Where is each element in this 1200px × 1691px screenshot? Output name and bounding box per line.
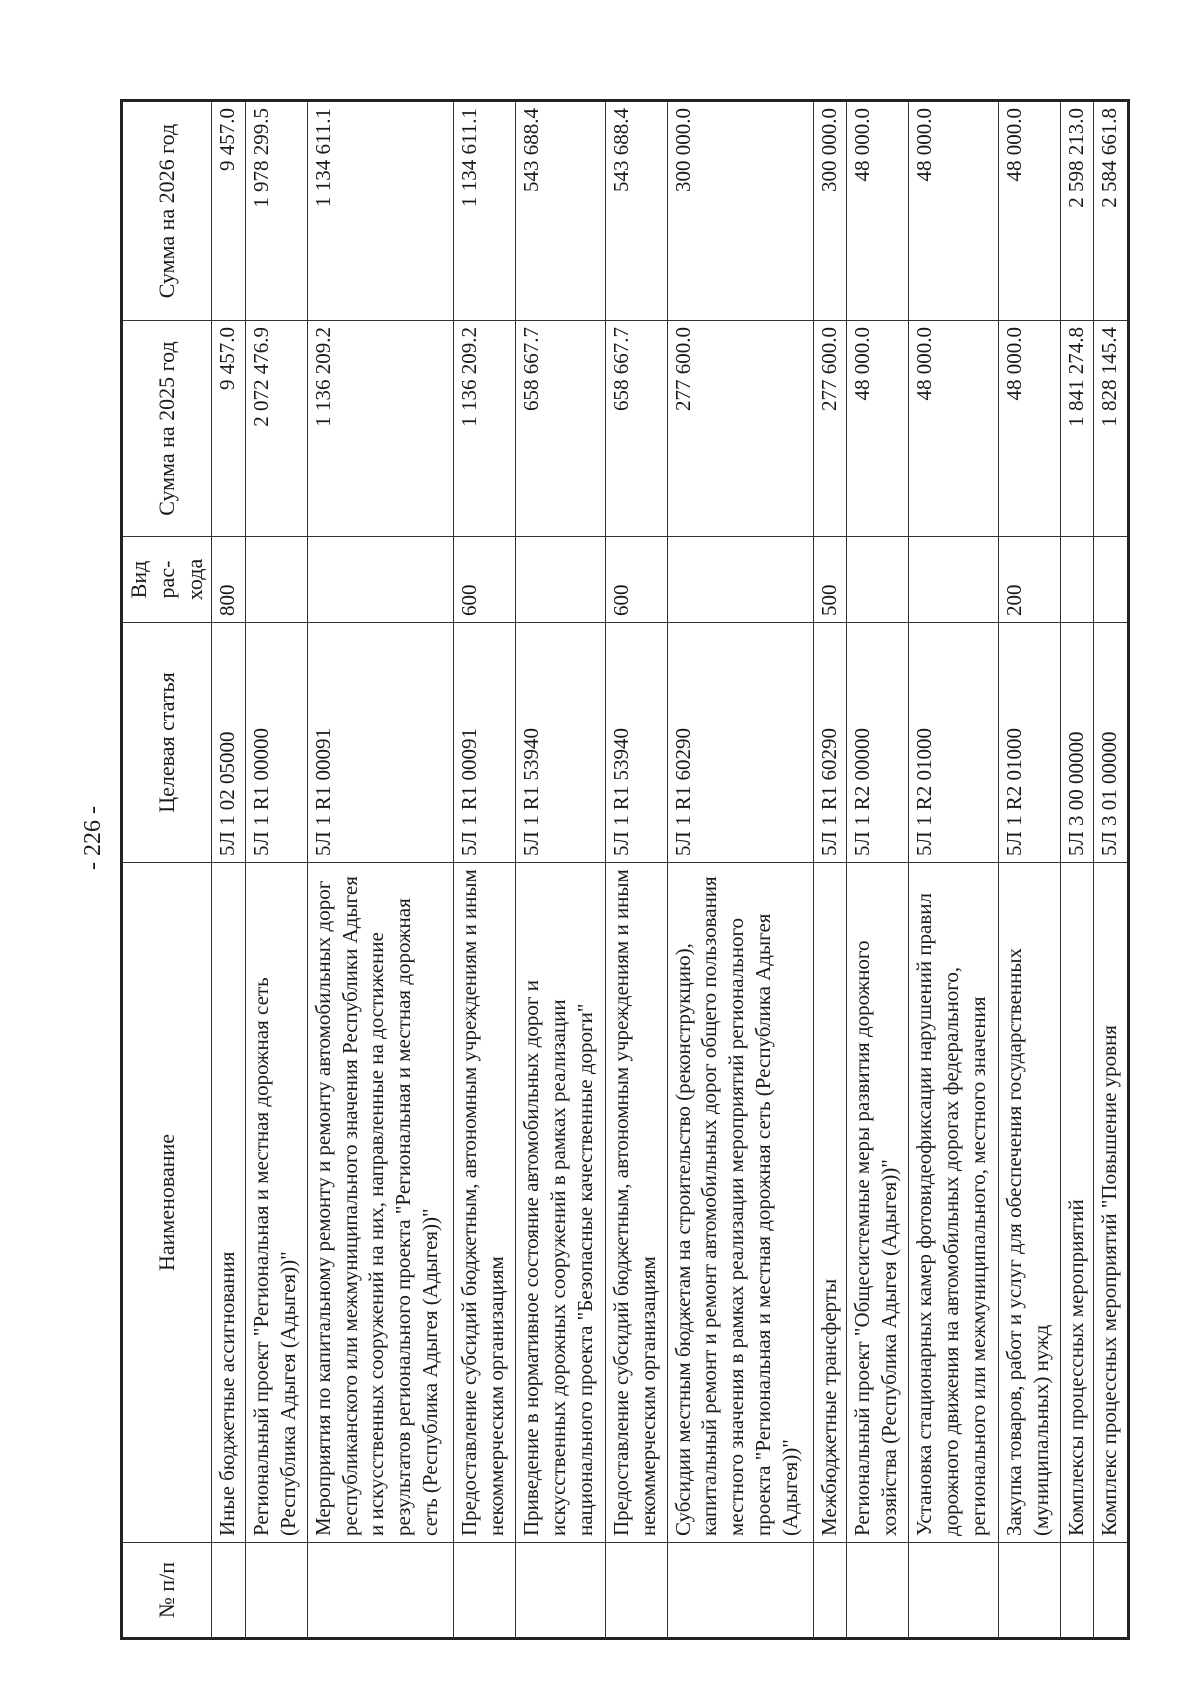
row-target-article: 5Л 1 R2 01000	[999, 623, 1061, 863]
row-target-article: 5Л 1 R1 53940	[515, 623, 605, 863]
row-expense-kind: 500	[813, 537, 846, 623]
row-target-article: 5Л 1 R1 53940	[605, 623, 667, 863]
row-name: Региональный проект "Общесистемные меры развития дорожного хозяйства (Республика Адыгея (Адыгея))"	[847, 863, 909, 1543]
row-number	[1060, 1543, 1093, 1639]
row-sum-2025: 9 457.0	[212, 321, 245, 537]
row-number	[667, 1543, 813, 1639]
row-name: Закупка товаров, работ и услуг для обеспечения государственных (муниципальных) нужд	[999, 863, 1061, 1543]
row-sum-2025: 48 000.0	[847, 321, 909, 537]
row-number	[307, 1543, 453, 1639]
row-sum-2025: 48 000.0	[999, 321, 1061, 537]
row-number	[999, 1543, 1061, 1639]
table-row	[667, 101, 813, 1639]
table-row	[212, 101, 245, 1639]
row-name: Комплексы процессных мероприятий	[1060, 863, 1093, 1543]
row-sum-2026: 1 134 611.1	[307, 101, 453, 321]
table-row	[909, 101, 999, 1639]
row-sum-2025: 1 136 209.2	[307, 321, 453, 537]
page-number: - 226 -	[80, 806, 106, 870]
row-name: Субсидии местным бюджетам на строительство (реконструкцию), капитальный ремонт и ремонт автомобильных дорог общего пользования местного значения в рамках реализации мероприятий регионального проекта "Региональная и местная дорожная сеть (Республика Адыгея (Адыгея))"	[667, 863, 813, 1543]
header-name: Наименование	[122, 863, 212, 1543]
row-number	[212, 1543, 245, 1639]
row-sum-2025: 48 000.0	[909, 321, 999, 537]
row-sum-2026: 543 688.4	[515, 101, 605, 321]
row-expense-kind	[909, 537, 999, 623]
row-sum-2025: 1 841 274.8	[1060, 321, 1093, 537]
row-expense-kind: 800	[212, 537, 245, 623]
row-target-article: 5Л 1 02 05000	[212, 623, 245, 863]
row-sum-2025: 1 828 145.4	[1094, 321, 1129, 537]
row-sum-2025: 658 667.7	[605, 321, 667, 537]
table-row	[245, 101, 307, 1639]
row-sum-2026: 1 978 299.5	[245, 101, 307, 321]
row-sum-2026: 48 000.0	[909, 101, 999, 321]
header-sum-2025: Сумма на 2025 год	[122, 321, 212, 537]
row-number	[1094, 1543, 1129, 1639]
row-sum-2026: 2 598 213.0	[1060, 101, 1093, 321]
row-target-article: 5Л 3 00 00000	[1060, 623, 1093, 863]
table-row	[1060, 101, 1093, 1639]
table-row	[605, 101, 667, 1639]
table-row	[813, 101, 846, 1639]
row-target-article: 5Л 1 R2 01000	[909, 623, 999, 863]
table-row	[454, 101, 516, 1639]
header-sum-2026: Сумма на 2026 год	[122, 101, 212, 321]
row-expense-kind	[1060, 537, 1093, 623]
row-sum-2026: 543 688.4	[605, 101, 667, 321]
row-sum-2026: 48 000.0	[999, 101, 1061, 321]
budget-table	[120, 99, 1130, 1640]
row-name: Предоставление субсидий бюджетным, автономным учреждениям и иным некоммерческим организациям	[454, 863, 516, 1543]
row-sum-2026: 9 457.0	[212, 101, 245, 321]
row-name: Комплекс процессных мероприятий "Повышение уровня	[1094, 863, 1129, 1543]
row-target-article: 5Л 1 R1 00000	[245, 623, 307, 863]
row-expense-kind	[667, 537, 813, 623]
row-number	[454, 1543, 516, 1639]
row-sum-2026: 48 000.0	[847, 101, 909, 321]
table-row	[847, 101, 909, 1639]
row-number	[813, 1543, 846, 1639]
row-number	[605, 1543, 667, 1639]
row-sum-2025: 277 600.0	[667, 321, 813, 537]
row-expense-kind	[307, 537, 453, 623]
row-expense-kind: 600	[605, 537, 667, 623]
table-header-row	[122, 101, 212, 1639]
row-target-article: 5Л 1 R2 00000	[847, 623, 909, 863]
row-name: Межбюджетные трансферты	[813, 863, 846, 1543]
row-target-article: 5Л 1 R1 00091	[307, 623, 453, 863]
row-sum-2025: 277 600.0	[813, 321, 846, 537]
row-number	[909, 1543, 999, 1639]
row-name: Региональный проект "Региональная и местная дорожная сеть (Республика Адыгея (Адыгея))"	[245, 863, 307, 1543]
row-sum-2026: 300 000.0	[813, 101, 846, 321]
row-name: Предоставление субсидий бюджетным, автономным учреждениям и иным некоммерческим организациям	[605, 863, 667, 1543]
row-expense-kind	[847, 537, 909, 623]
budget-table-wrapper	[120, 102, 1130, 1640]
row-sum-2026: 1 134 611.1	[454, 101, 516, 321]
row-sum-2025: 1 136 209.2	[454, 321, 516, 537]
rotated-page-content	[60, 40, 1180, 1660]
row-expense-kind: 200	[999, 537, 1061, 623]
row-expense-kind	[245, 537, 307, 623]
row-number	[245, 1543, 307, 1639]
row-target-article: 5Л 1 R1 00091	[454, 623, 516, 863]
row-number	[847, 1543, 909, 1639]
row-target-article: 5Л 3 01 00000	[1094, 623, 1129, 863]
row-expense-kind	[515, 537, 605, 623]
row-name: Установка стационарных камер фотовидеофиксации нарушений правил дорожного движения на автомобильных дорогах федерального, регионального или межмуниципального, местного значения	[909, 863, 999, 1543]
row-name: Приведение в нормативное состояние автомобильных дорог и искусственных дорожных сооружений в рамках реализации национального проекта "Безопасные качественные дороги"	[515, 863, 605, 1543]
table-row	[307, 101, 453, 1639]
table-row	[1094, 101, 1129, 1639]
row-target-article: 5Л 1 R1 60290	[667, 623, 813, 863]
header-number: № п/п	[122, 1543, 212, 1639]
row-expense-kind: 600	[454, 537, 516, 623]
row-name: Иные бюджетные ассигнования	[212, 863, 245, 1543]
row-name: Мероприятия по капитальному ремонту и ремонту автомобильных дорог республиканского или межмуниципального значения Республики Адыгея и искусственных сооружений на них, направленные на достижение результатов регионального проекта "Региональная и местная дорожная сеть (Республика Адыгея (Адыгея))"	[307, 863, 453, 1543]
row-sum-2026: 2 584 661.8	[1094, 101, 1129, 321]
header-target-article: Целевая статья	[122, 623, 212, 863]
row-target-article: 5Л 1 R1 60290	[813, 623, 846, 863]
row-expense-kind	[1094, 537, 1129, 623]
row-number	[515, 1543, 605, 1639]
row-sum-2025: 658 667.7	[515, 321, 605, 537]
row-sum-2026: 300 000.0	[667, 101, 813, 321]
table-row	[515, 101, 605, 1639]
table-row	[999, 101, 1061, 1639]
header-expense-kind: Вид рас- хода	[122, 537, 212, 623]
row-sum-2025: 2 072 476.9	[245, 321, 307, 537]
